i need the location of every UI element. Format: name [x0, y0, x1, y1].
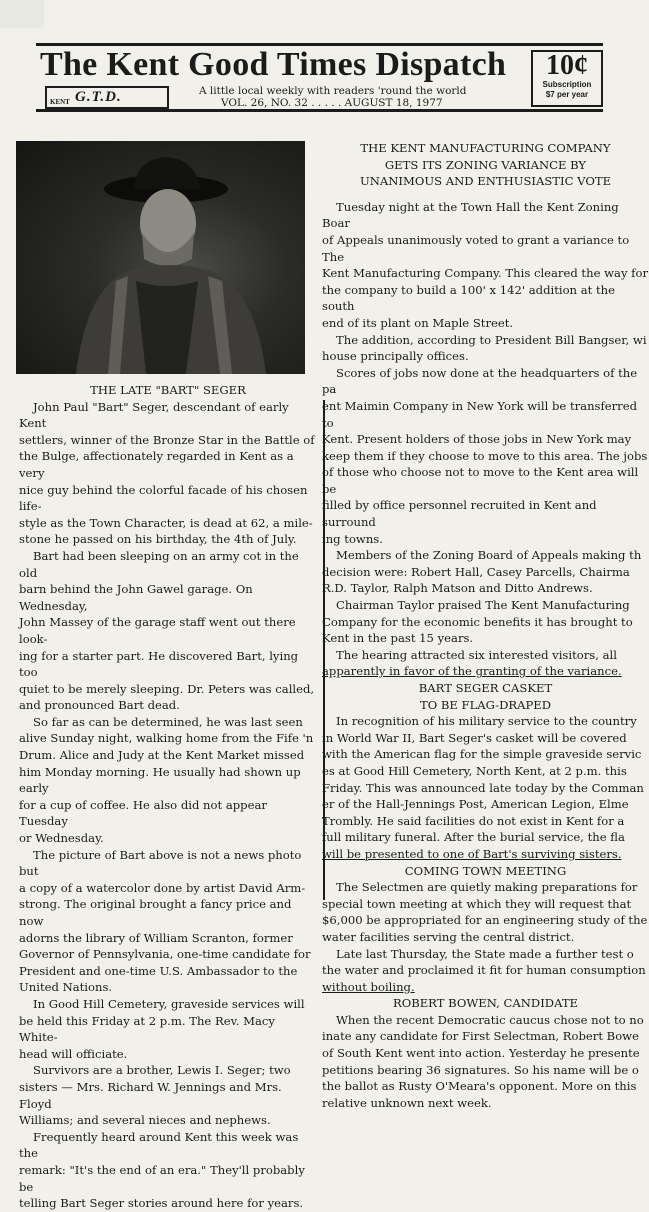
bowen-line: When the recent Democratic caucus chose not to no — [336, 1012, 644, 1027]
seger-line: John Paul "Bart" Seger, descendant of early Kent — [19, 399, 289, 431]
mfg-line: decision were: Robert Hall, Casey Parcells, Chairma — [322, 564, 630, 579]
subscription-price: $7 per year — [545, 90, 589, 99]
casket-line: Friday. This was announced late today by the Comman — [322, 780, 644, 795]
casket-line: in World War II, Bart Seger's casket will be covered — [322, 730, 627, 745]
seger-heading: THE LATE "BART" SEGER — [90, 383, 246, 397]
mfg-line: keep them if they choose to move to this area. The jobs — [322, 448, 648, 463]
meeting-line: Late last Thursday, the State made a further test o — [336, 946, 634, 961]
portrait-drawing — [16, 141, 305, 374]
mfg-line: apparently in favor of the granting of the variance. — [322, 664, 622, 679]
seger-line: Bart had been sleeping on an army cot in the old — [19, 548, 299, 580]
seger-line: the Bulge, affectionately regarded in Kent as a very — [19, 449, 294, 480]
mfg-line: Members of the Zoning Board of Appeals making th — [336, 548, 642, 563]
seger-line: him Monday morning. He usually had shown up early — [19, 764, 301, 796]
logo-kent: KENT — [50, 98, 70, 106]
bowen-line: the ballot as Rusty O'Meara's opponent. More on this — [322, 1079, 637, 1094]
mfg-line: ing towns. — [322, 531, 383, 546]
seger-line: Governor of Pennsylvania, one-time candidate for — [19, 947, 311, 962]
bowen-heading: ROBERT BOWEN, CANDIDATE — [392, 996, 579, 1011]
mfg-line: Chairman Taylor praised The Kent Manufacturing — [336, 598, 630, 613]
seger-line: style as the Town Character, is dead at 62, a mile- — [19, 515, 313, 530]
mfg-line: end of its plant on Maple Street. — [322, 315, 514, 330]
seger-line: for a cup of coffee. He also did not appear Tuesday — [19, 797, 267, 829]
seger-line: and pronounced Bart dead. — [19, 698, 180, 713]
seger-line: be held this Friday at 2 p.m. The Rev. Macy White- — [19, 1013, 275, 1045]
seger-line: settlers, winner of the Bronze Star in the Battle of — [19, 432, 315, 447]
seger-line: barn behind the John Gawel garage. On Wednesday, — [19, 582, 253, 613]
seger-line: adorns the library of William Scranton, former — [19, 930, 293, 945]
mfg-line: of Appeals unanimously voted to grant a variance to The — [322, 232, 630, 264]
seger-article — [19, 382, 317, 1212]
bowen-line: petitions bearing 36 signatures. So his name will be o — [322, 1062, 639, 1077]
seger-line: head will officiate. — [19, 1046, 128, 1061]
mfg-line: the company to build a 100' x 142' addition at the south — [322, 282, 615, 314]
casket-heading-1: BART SEGER CASKET — [418, 681, 553, 695]
seger-line: In Good Hill Cemetery, graveside services will — [33, 996, 305, 1011]
issue-line: VOL. 26, NO. 32 . . . . . AUGUST 18, 1977 — [221, 97, 443, 109]
masthead-title: The Kent Good Times Dispatch — [40, 46, 507, 83]
mfg-line: ent Maimin Company in New York will be transferred to — [322, 398, 638, 430]
seger-line: nice guy behind the colorful facade of his chosen life- — [19, 482, 308, 514]
casket-line: In recognition of his military service to the country — [336, 714, 637, 729]
mfg-heading-3: UNANIMOUS AND ENTHUSIASTIC VOTE — [359, 174, 612, 189]
mfg-line: Scores of jobs now done at the headquarters of the pa — [322, 365, 638, 397]
casket-line: with the American flag for the simple graveside servic — [322, 747, 642, 762]
bowen-line: of South Kent went into action. Yesterday he presente — [322, 1046, 640, 1061]
mfg-heading-2: GETS ITS ZONING VARIANCE BY — [384, 157, 587, 172]
masthead-rule-bottom — [36, 109, 603, 112]
mfg-line: of those who choose not to move to the Kent area will be — [322, 465, 639, 496]
seger-line: Drum. Alice and Judy at the Kent Market missed — [19, 748, 305, 763]
mfg-line: house principally offices. — [322, 349, 469, 364]
seger-line: stone he passed on his birthday, the 4th of July. — [19, 532, 297, 547]
seger-line: So far as can be determined, he was last seen — [33, 714, 303, 729]
mfg-line: The addition, according to President Bill Bangser, wi — [336, 332, 647, 347]
bowen-line: relative unknown next week. — [322, 1095, 492, 1110]
casket-line: will be presented to one of Bart's surviving sisters. — [322, 846, 622, 861]
mfg-line: filled by office personnel recruited in Kent and surround — [322, 498, 597, 530]
portrait-photo — [16, 141, 305, 374]
meeting-heading: COMING TOWN MEETING — [404, 863, 567, 878]
bowen-line: inate any candidate for First Selectman, Robert Bowe — [322, 1029, 639, 1044]
meeting-line: without boiling. — [322, 979, 415, 994]
masthead-tagline — [199, 85, 467, 109]
seger-line: President and one-time U.S. Ambassador to the — [19, 963, 298, 978]
seger-line: a copy of a watercolor done by artist David Arm- — [19, 880, 306, 895]
mfg-line: Kent Manufacturing Company. This cleared the way for — [322, 266, 648, 281]
gtd-logo — [45, 86, 169, 109]
mfg-line: Tuesday night at the Town Hall the Kent Zoning Boar — [322, 199, 619, 231]
seger-line: ing for a starter part. He discovered Bart, lying too — [19, 648, 299, 680]
casket-heading-2: TO BE FLAG-DRAPED — [419, 697, 552, 712]
logo-gtd: G.T.D. — [75, 89, 122, 105]
mfg-line: Company for the economic benefits it has brought to — [322, 614, 633, 629]
seger-line: Frequently heard around Kent this week was the — [19, 1129, 299, 1161]
mfg-heading-1: THE KENT MANUFACTURING COMPANY — [360, 141, 611, 155]
tagline-text: A little local weekly with readers 'round the world — [199, 85, 467, 97]
seger-line: sisters — Mrs. Richard W. Jennings and Mrs. Floyd — [19, 1079, 282, 1111]
seger-line: remark: "It's the end of an era." They'll probably be — [19, 1162, 305, 1194]
seger-line: Survivors are a brother, Lewis I. Seger; two — [33, 1063, 291, 1078]
right-column — [322, 140, 649, 1111]
mfg-line: The hearing attracted six interested visitors, all — [336, 647, 617, 662]
casket-line: er of the Hall-Jennings Post, American Legion, Elme — [322, 797, 629, 812]
meeting-line: water facilities serving the central district. — [322, 929, 575, 944]
paper-tab — [0, 0, 44, 28]
seger-line: strong. The original brought a fancy price and now — [19, 897, 292, 928]
mfg-line: R.D. Taylor, Ralph Matson and Ditto Andrews. — [322, 581, 593, 596]
subscription-label: Subscription — [542, 80, 592, 89]
mfg-line: Kent in the past 15 years. — [322, 631, 474, 646]
seger-line: Williams; and several nieces and nephews. — [19, 1113, 271, 1128]
meeting-line: the water and proclaimed it fit for human consumption — [322, 963, 646, 978]
seger-line: The picture of Bart above is not a news photo but — [19, 847, 302, 879]
seger-line: United Nations. — [19, 980, 113, 995]
meeting-line: $6,000 be appropriated for an engineering study of the — [322, 913, 648, 928]
casket-line: full military funeral. After the burial service, the fla — [322, 830, 625, 845]
seger-line: telling Bart Seger stories around here for years. — [19, 1196, 304, 1211]
seger-line: John Massey of the garage staff went out there look- — [19, 615, 296, 646]
mfg-line: Kent. Present holders of those jobs in New York may — [322, 432, 632, 447]
seger-line: or Wednesday. — [19, 831, 104, 846]
meeting-line: The Selectmen are quietly making preparations for — [336, 880, 638, 895]
casket-line: es at Good Hill Cemetery, North Kent, at 2 p.m. this — [322, 763, 627, 778]
meeting-line: special town meeting at which they will request that — [322, 896, 632, 911]
price-box — [531, 50, 603, 107]
casket-line: Trombly. He said facilities do not exist in Kent for a — [322, 813, 625, 828]
price: 10¢ — [546, 50, 588, 81]
seger-line: alive Sunday night, walking home from the Fife 'n — [19, 731, 314, 746]
seger-line: quiet to be merely sleeping. Dr. Peters was called, — [19, 681, 315, 696]
